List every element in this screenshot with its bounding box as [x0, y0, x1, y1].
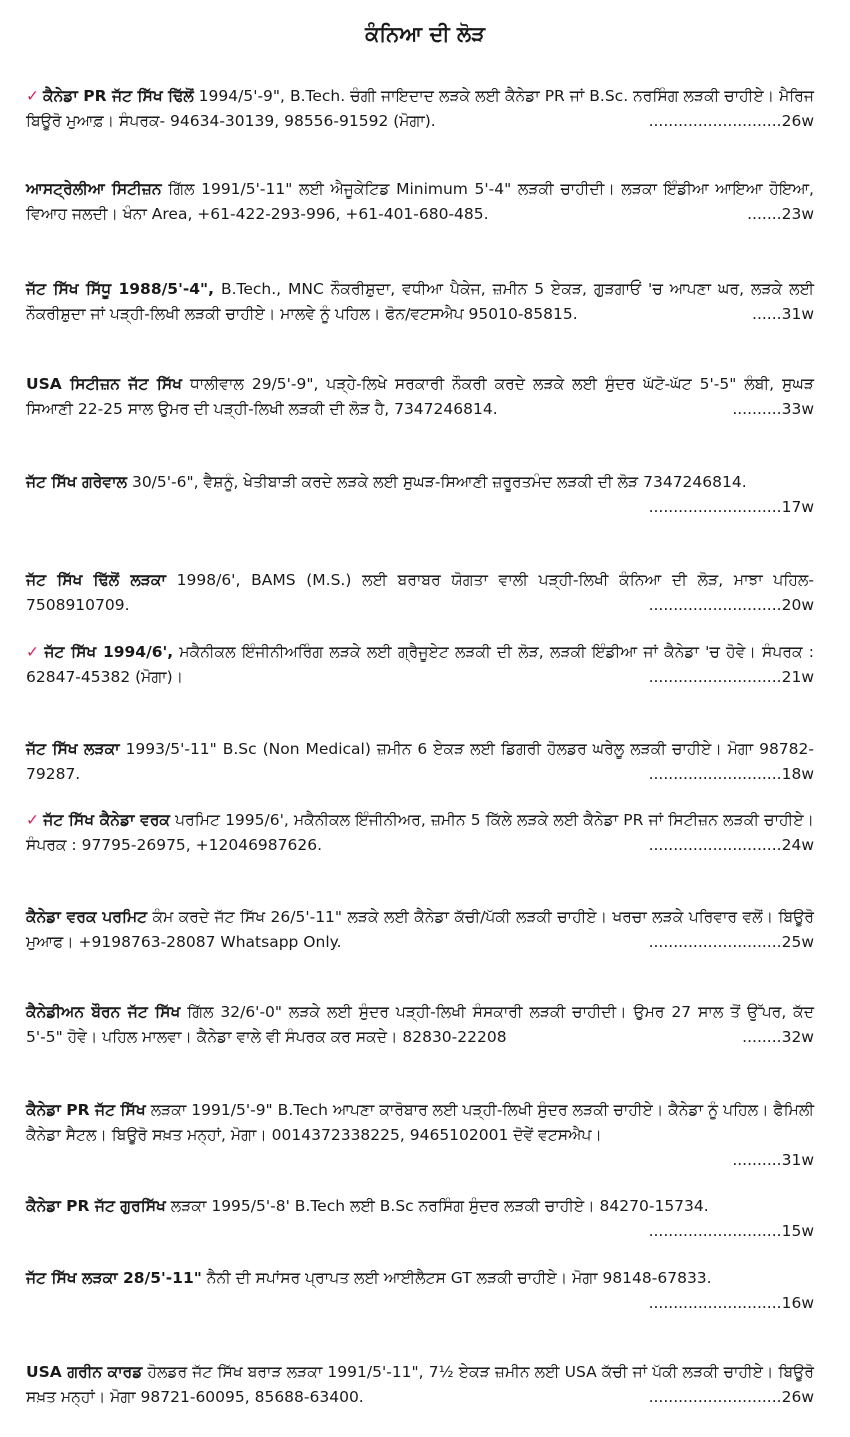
- tick-mark-icon: ✓: [26, 811, 40, 829]
- ad-lead: ਆਸਟ੍ਰੇਲੀਆ ਸਿਟੀਜ਼ਨ: [26, 180, 162, 198]
- ad-text: 1993/5'-11" B.Sc (Non Medical) ਜ਼ਮੀਨ 6 ਏਕੜ ਲਈ ਡਿਗਰੀ ਹੋਲਡਰ ਘਰੇਲੂ ਲੜਕੀ ਚਾਹੀਏ। ਮੋਗਾ 98782-79287.: [26, 740, 814, 783]
- ad-code: ..........31w: [732, 1151, 814, 1169]
- ad-7: [26, 640, 814, 690]
- ad-code: ...........................17w: [648, 498, 814, 516]
- ad-lead: ਜੱਟ ਸਿੱਖ ਗਰੇਵਾਲ: [26, 473, 128, 491]
- ad-8: [26, 737, 814, 787]
- ad-code: ...........................16w: [648, 1294, 814, 1312]
- page-title: ਕੰਨਿਆ ਦੀ ਲੋੜ: [365, 22, 485, 46]
- ad-text: ਲੜਕਾ 1991/5'-9" B.Tech ਆਪਣਾ ਕਾਰੋਬਾਰ ਲਈ ਪੜ੍ਹੀ-ਲਿਖੀ ਸੁੰਦਰ ਲੜਕੀ ਚਾਹੀਏ। ਕੈਨੇਡਾ ਨੂੰ ਪਹਿਲ। ਫੈਮਿਲੀ ਕੈਨੇਡਾ ਸੈਟਲ। ਬਿਊਰੋ ਸਖ਼ਤ ਮਨ੍ਹਾਂ, ਮੋਗਾ। 0014372338225, 9465102001 ਦੋਵੇਂ ਵਟਸਐਪ।: [26, 1101, 814, 1144]
- ad-code: ........32w: [742, 1028, 814, 1046]
- ad-15: [26, 1360, 814, 1410]
- ad-13: [26, 1194, 814, 1244]
- ad-code: ...........................25w: [648, 933, 814, 951]
- ad-lead: ਜੱਟ ਸਿੱਖ ਢਿੱਲੋਂ ਲੜਕਾ: [26, 571, 166, 589]
- ad-lead: ਕੈਨੇਡਾ PR ਜੱਟ ਸਿੱਖ ਢਿੱਲੋਂ: [43, 87, 194, 105]
- ad-14: [26, 1266, 814, 1316]
- ad-text: ਗਿੱਲ 1991/5'-11" ਲਈ ਐਜੂਕੇਟਿਡ Minimum 5'-4" ਲੜਕੀ ਚਾਹੀਦੀ। ਲੜਕਾ ਇੰਡੀਆ ਆਇਆ ਹੋਇਆ, ਵਿਆਹ ਜਲਦੀ। ਖੰਨਾ Area, +61-422-293-996, +61-401-680-485.: [26, 180, 814, 223]
- ad-text: 30/5'-6", ਵੈਸ਼ਨੂੰ, ਖੇਤੀਬਾੜੀ ਕਰਦੇ ਲੜਕੇ ਲਈ ਸੁਘੜ-ਸਿਆਣੀ ਜ਼ਰੂਰਤਮੰਦ ਲੜਕੀ ਦੀ ਲੋੜ 7347246814.: [131, 473, 747, 491]
- ad-text: ਲੜਕਾ 1995/5'-8' B.Tech ਲਈ B.Sc ਨਰਸਿੰਗ ਸੁੰਦਰ ਲੜਕੀ ਚਾਹੀਏ। 84270-15734.: [170, 1197, 709, 1215]
- ad-10: [26, 905, 814, 955]
- tick-mark-icon: ✓: [26, 643, 41, 661]
- ad-lead: ਜੱਟ ਸਿੱਖ ਲੜਕਾ: [26, 740, 120, 758]
- ad-text: 1998/6', BAMS (M.S.) ਲਈ ਬਰਾਬਰ ਯੋਗਤਾ ਵਾਲੀ ਪੜ੍ਹੀ-ਲਿਖੀ ਕੰਨਿਆ ਦੀ ਲੋੜ, ਮਾਝਾ ਪਹਿਲ- 7508910709.: [26, 571, 814, 614]
- ad-2: [26, 177, 814, 227]
- ad-code: ..........33w: [732, 400, 814, 418]
- ad-code: .......23w: [747, 205, 814, 223]
- ad-code: ...........................18w: [648, 765, 814, 783]
- ad-5: [26, 470, 814, 520]
- tick-mark-icon: ✓: [26, 87, 40, 105]
- ad-lead: ਕੈਨੇਡਾ PR ਜੱਟ ਸਿੱਖ: [26, 1101, 146, 1119]
- ad-lead: ਜੱਟ ਸਿੱਖ ਸਿੱਧੂ 1988/5'-4",: [26, 280, 215, 298]
- ad-lead: ਜੱਟ ਸਿੱਖ ਲੜਕਾ 28/5'-11": [26, 1269, 202, 1287]
- ad-11: [26, 1000, 814, 1050]
- ad-12: [26, 1098, 814, 1173]
- ad-code: ......31w: [752, 305, 814, 323]
- ad-lead: ਕੈਨੇਡਾ PR ਜੱਟ ਗੁਰਸਿੱਖ: [26, 1197, 166, 1215]
- ad-text: ਮਕੈਨੀਕਲ ਇੰਜੀਨੀਅਰਿੰਗ ਲੜਕੇ ਲਈ ਗ੍ਰੈਜੂਏਟ ਲੜਕੀ ਦੀ ਲੋੜ, ਲੜਕੀ ਇੰਡੀਆ ਜਾਂ ਕੈਨੇਡਾ 'ਚ ਹੋਵੇ। ਸੰਪਰਕ : 62847-45382 (ਮੋਗਾ)।: [26, 643, 814, 686]
- ad-code: ...........................26w: [648, 112, 814, 130]
- ad-text: ਗਿੱਲ 32/6'-0" ਲੜਕੇ ਲਈ ਸੁੰਦਰ ਪੜ੍ਹੀ-ਲਿਖੀ ਸੰਸਕਾਰੀ ਲੜਕੀ ਚਾਹੀਦੀ। ਉਮਰ 27 ਸਾਲ ਤੋਂ ਉੱਪਰ, ਕੱਦ 5'-5" ਹੋਵੇ। ਪਹਿਲ ਮਾਲਵਾ। ਕੈਨੇਡਾ ਵਾਲੇ ਵੀ ਸੰਪਰਕ ਕਰ ਸਕਦੇ। 82830-22208: [26, 1003, 815, 1046]
- ad-lead: USA ਗਰੀਨ ਕਾਰਡ: [26, 1363, 143, 1381]
- ad-text: B.Tech., MNC ਨੌਕਰੀਸ਼ੁਦਾ, ਵਧੀਆ ਪੈਕੇਜ, ਜ਼ਮੀਨ 5 ਏਕੜ, ਗੁੜਗਾਓਂ 'ਚ ਆਪਣਾ ਘਰ, ਲੜਕੇ ਲਈ ਨੌਕਰੀਸ਼ੁਦਾ ਜਾਂ ਪੜ੍ਹੀ-ਲਿਖੀ ਲੜਕੀ ਚਾਹੀਏ। ਮਾਲਵੇ ਨੂੰ ਪਹਿਲ। ਫੋਨ/ਵਟਸਐਪ 95010-85815.: [26, 280, 814, 323]
- ad-code: ...........................20w: [648, 596, 814, 614]
- ad-text: ਨੈਨੀ ਦੀ ਸਪਾਂਸਰ ਪ੍ਰਾਪਤ ਲਈ ਆਈਲੈਟਸ GT ਲੜਕੀ ਚਾਹੀਏ। ਮੋਗਾ 98148-67833.: [206, 1269, 712, 1287]
- ad-text: ਪਰਮਿਟ 1995/6', ਮਕੈਨੀਕਲ ਇੰਜੀਨੀਅਰ, ਜ਼ਮੀਨ 5 ਕਿੱਲੇ ਲੜਕੇ ਲਈ ਕੈਨੇਡਾ PR ਜਾਂ ਸਿਟੀਜ਼ਨ ਲੜਕੀ ਚਾਹੀਏ। ਸੰਪਰਕ : 97795-26975, +12046987626.: [26, 811, 814, 854]
- ad-code: ...........................21w: [648, 668, 814, 686]
- ad-text: ਹੋਲਡਰ ਜੱਟ ਸਿੱਖ ਬਰਾੜ ਲੜਕਾ 1991/5'-11", 7½ ਏਕੜ ਜ਼ਮੀਨ ਲਈ USA ਕੱਚੀ ਜਾਂ ਪੱਕੀ ਲੜਕੀ ਚਾਹੀਏ। ਬਿਊਰੋ ਸਖ਼ਤ ਮਨ੍ਹਾਂ। ਮੋਗਾ 98721-60095, 85688-63400.: [26, 1363, 814, 1406]
- ad-lead: ਜੱਟ ਸਿੱਖ 1994/6',: [44, 643, 174, 661]
- ad-9: [26, 808, 814, 858]
- ad-6: [26, 568, 814, 618]
- ad-code: ...........................24w: [648, 836, 814, 854]
- ad-text: 1994/5'-9", B.Tech. ਚੰਗੀ ਜਾਇਦਾਦ ਲੜਕੇ ਲਈ ਕੈਨੇਡਾ PR ਜਾਂ B.Sc. ਨਰਸਿੰਗ ਲੜਕੀ ਚਾਹੀਏ। ਮੈਰਿਜ ਬਿਊਰੋ ਮੁਆਫ਼। ਸੰਪਰਕ- 94634-30139, 98556-91592 (ਮੋਗਾ).: [26, 87, 814, 130]
- ad-text: ਕੰਮ ਕਰਦੇ ਜੱਟ ਸਿੱਖ 26/5'-11" ਲੜਕੇ ਲਈ ਕੈਨੇਡਾ ਕੱਚੀ/ਪੱਕੀ ਲੜਕੀ ਚਾਹੀਏ। ਖਰਚਾ ਲੜਕੇ ਪਰਿਵਾਰ ਵਲੋਂ। ਬਿਊਰੋ ਮੁਆਫ। +9198763-28087 Whatsapp Only.: [26, 908, 814, 951]
- ad-1: [26, 84, 814, 134]
- ad-lead: ਕੈਨੇਡਾ ਵਰਕ ਪਰਮਿਟ: [26, 908, 148, 926]
- ad-code: ...........................15w: [648, 1222, 814, 1240]
- ad-3: [26, 277, 814, 327]
- ad-text: ਧਾਲੀਵਾਲ 29/5'-9", ਪੜ੍ਹੇ-ਲਿਖੇ ਸਰਕਾਰੀ ਨੌਕਰੀ ਕਰਦੇ ਲੜਕੇ ਲਈ ਸੁੰਦਰ ਘੱਟੋ-ਘੱਟ 5'-5" ਲੰਬੀ, ਸੁਘੜ ਸਿਆਣੀ 22-25 ਸਾਲ ਉਮਰ ਦੀ ਪੜ੍ਹੀ-ਲਿਖੀ ਲੜਕੀ ਦੀ ਲੋੜ ਹੈ, 7347246814.: [26, 375, 814, 418]
- ad-lead: ਜੱਟ ਸਿੱਖ ਕੈਨੇਡਾ ਵਰਕ: [43, 811, 170, 829]
- ad-code: ...........................26w: [648, 1388, 814, 1406]
- ad-lead: ਕੈਨੇਡੀਅਨ ਬੌਰਨ ਜੱਟ ਸਿੱਖ: [26, 1003, 181, 1021]
- ad-lead: USA ਸਿਟੀਜ਼ਨ ਜੱਟ ਸਿੱਖ: [26, 375, 182, 393]
- ad-4: [26, 372, 814, 422]
